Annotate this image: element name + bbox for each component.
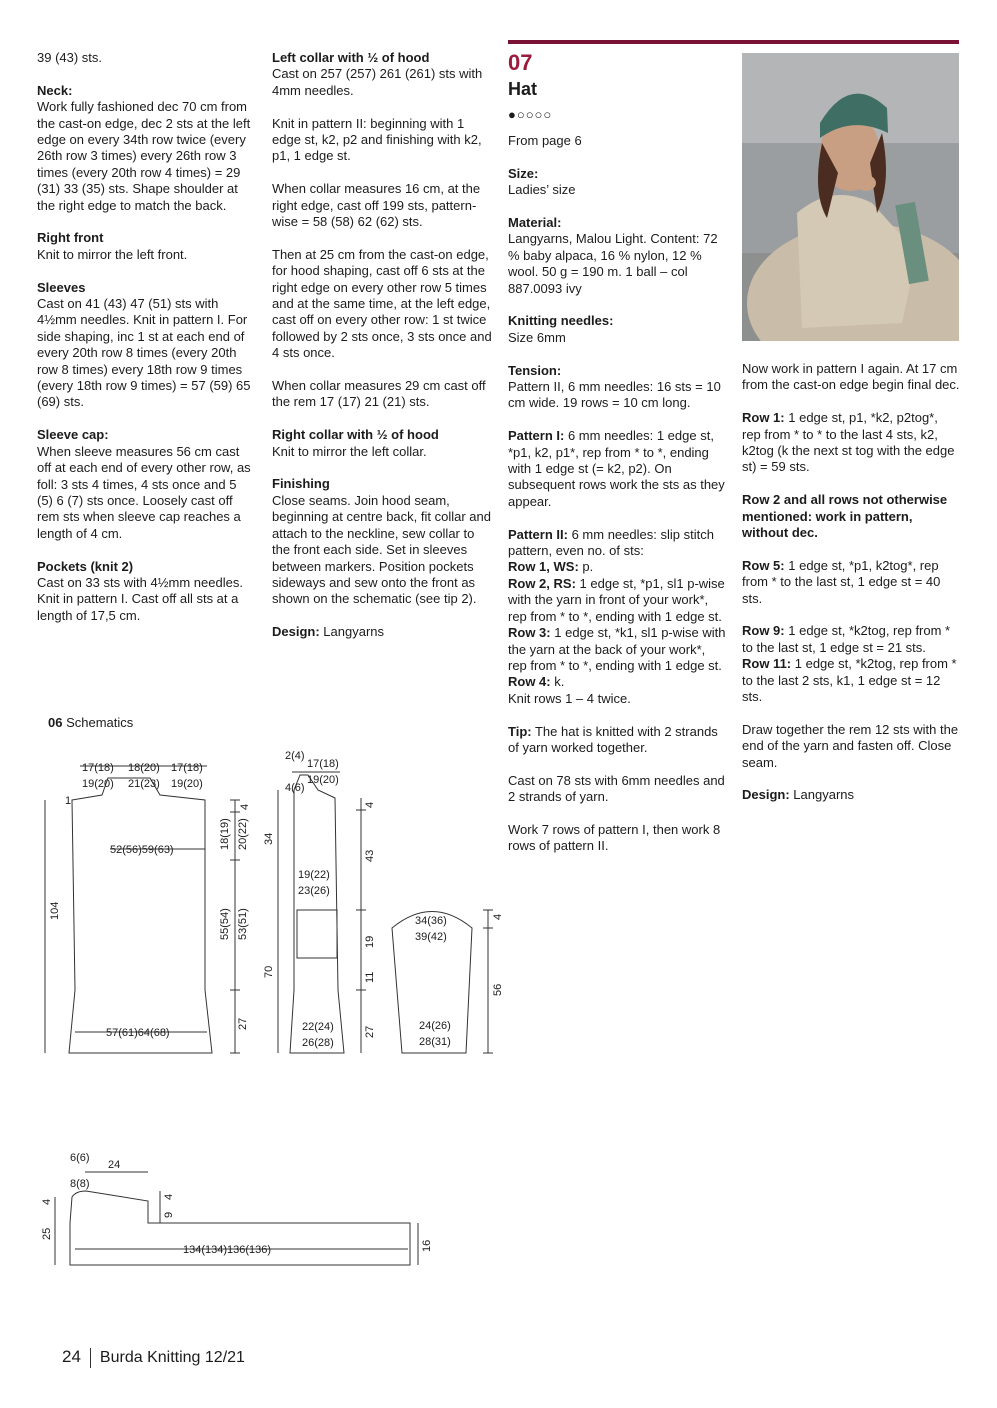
tension-section [508, 363, 726, 412]
row-5-label: Row 5: [742, 557, 785, 573]
back-dim-one: 1 [65, 795, 72, 807]
collar-t2: 24 [108, 1159, 121, 1171]
hat-design-value: Langyarns [793, 787, 855, 803]
front-t1: 2(4) [285, 750, 305, 762]
draw-together-paragraph: Draw together the rem 12 sts with the end of the yarn and fasten off. Close seam. [742, 721, 959, 770]
back-dim-1a: 17(18) [82, 762, 114, 774]
sleeves-heading: Sleeves [37, 279, 86, 295]
front-r4: 11 [364, 971, 376, 983]
front-bot1: 22(24) [302, 1021, 334, 1033]
row-11-label: Row 11: [742, 656, 792, 672]
tip-text: The hat is knitted with 2 strands of yarn worked together. [508, 723, 718, 755]
right-front-section [37, 230, 255, 263]
column-1 [37, 50, 255, 641]
tip-section [508, 724, 726, 757]
pattern-ii-paragraph: Knit in pattern II: beginning with 1 edge st, k2, p2 and finishing with k2, p1, 1 edge st. [272, 115, 482, 164]
row-4-label: Row 4: [508, 674, 551, 690]
finishing-heading: Finishing [272, 476, 330, 492]
back-r1b: 18(19) [219, 818, 231, 850]
tension-text: Pattern II, 6 mm needles: 16 sts = 10 cm wide. 19 rows = 10 cm long. [508, 379, 721, 411]
collar-labels [41, 1152, 433, 1256]
needles-text: Size 6mm [508, 329, 566, 345]
row-9-11-instruction [742, 623, 960, 705]
front-piece-outline [290, 775, 344, 1053]
collar-r1: 16 [421, 1239, 433, 1252]
design-credit [272, 624, 494, 640]
sleeve-cap-section [37, 427, 255, 542]
left-collar-text: Cast on 257 (257) 261 (261) sts with 4mm needles. [272, 66, 483, 98]
size-heading: Size: [508, 165, 539, 181]
sleeves-section [37, 280, 255, 411]
page-footer [62, 1347, 245, 1368]
work-rows-paragraph: Work 7 rows of pattern I, then work 8 rows of pattern II. [508, 821, 721, 854]
row-2-dec-text: Row 2 and all rows not otherwise mentioned: work in pattern, without dec. [742, 492, 948, 541]
right-collar-heading: Right collar with ½ of hood [272, 427, 439, 443]
material-text: Langyarns, Malou Light. Content: 72 % baby alpaca, 16 % nylon, 12 % wool. 50 g = 190 m. 1 ball – col 887.0093 ivy [508, 231, 718, 296]
row-3-label: Row 3: [508, 625, 551, 641]
size-section [508, 166, 726, 199]
back-dim-1b: 19(20) [82, 778, 114, 790]
column-3 [508, 133, 726, 871]
collar-l1: 4 [41, 1198, 53, 1205]
sts-count: 39 (43) sts. [37, 50, 103, 65]
neck-text: Work fully fashioned dec 70 cm from the cast-on edge, dec 2 sts at the left edge on every 34th row twice (every 26th row 3 times) every 26th row 3 times (every 20th row 4 times) = 29 (31) 33 (35) sts. Shape shoulder at the right edge to match the back. [37, 99, 251, 213]
collar-t3: 8(8) [70, 1178, 90, 1190]
sleeve-r2: 56 [492, 983, 504, 996]
pattern-again-paragraph: Now work in pattern I again. At 17 cm from the cast-on edge begin final dec. [742, 361, 960, 393]
issue-number: 12/21 [204, 1349, 245, 1366]
sleeve-b1: 24(26) [419, 1020, 451, 1032]
back-length: 104 [49, 901, 61, 920]
front-t3: 19(20) [307, 774, 339, 786]
back-dim-3b: 19(20) [171, 778, 203, 790]
size-text: Ladies’ size [508, 182, 576, 198]
from-page: From page 6 [508, 133, 582, 148]
right-front-text: Knit to mirror the left front. [37, 246, 188, 262]
pattern-ii-text: 6 mm needles: slip stitch pattern, even no. of sts: [508, 526, 714, 559]
row-5-text: 1 edge st, *p1, k2tog*, rep from * to the last st, 1 edge st = 40 sts. [742, 557, 941, 606]
row-1-label: Row 1, WS: [508, 559, 579, 575]
right-collar-section [272, 427, 494, 460]
neck-heading: Neck: [37, 82, 73, 98]
row-1-instruction [742, 410, 960, 476]
schematics-number: 06 [48, 715, 63, 730]
difficulty-rating: ●○○○○ [508, 107, 553, 122]
collar-29cm-paragraph: When collar measures 29 cm cast off the rem 17 (17) 21 (21) sts. [272, 378, 486, 410]
sleeve-b2: 28(31) [419, 1036, 451, 1048]
left-collar-section [272, 50, 494, 99]
pocket-outline [297, 910, 337, 958]
collar-m1: 4 [163, 1193, 175, 1200]
collar-m2: 9 [163, 1211, 175, 1218]
pockets-heading: Pockets (knit 2) [37, 558, 134, 574]
cast-on-paragraph: Cast on 78 sts with 6mm needles and 2 strands of yarn. [508, 772, 725, 805]
right-collar-text: Knit to mirror the left collar. [272, 443, 427, 459]
back-dim-2a: 18(20) [128, 762, 160, 774]
front-l1: 34 [263, 832, 275, 845]
back-piece-outline [69, 778, 212, 1053]
neck-section [37, 83, 255, 214]
footer-divider [90, 1348, 91, 1368]
front-r1: 4 [364, 801, 376, 808]
pattern-i-heading: Pattern I: [508, 428, 565, 444]
back-r1c: 20(22) [237, 818, 249, 850]
pattern-ii-section [508, 527, 726, 707]
hood-shaping-paragraph: Then at 25 cm from the cast-on edge, for hood shaping, cast off 6 sts at the right edge on every other row 5 times and at the same time, at the left edge, cast off on every other row: 1 st twice followed by 2 sts once, 3 sts once and 4 sts once. [272, 246, 492, 361]
back-r1a: 4 [239, 803, 251, 810]
sleeve-r1: 4 [492, 913, 504, 920]
back-r2a: 55(54) [219, 908, 231, 940]
front-mid2: 23(26) [298, 885, 330, 897]
needles-section [508, 313, 726, 346]
pockets-section [37, 559, 255, 625]
column-4 [742, 361, 960, 820]
rows-repeat: Knit rows 1 – 4 twice. [508, 690, 631, 706]
sleeve-t2: 39(42) [415, 931, 447, 943]
column-2 [272, 50, 494, 657]
row-1-dec-label: Row 1: [742, 410, 785, 426]
finishing-text: Close seams. Join hood seam, beginning at centre back, fit collar and attach to the neckline, sew collar to the front each side. Set in sleeves between markers. Position pockets sideways and sew onto the front as shown on the schematic (see tip 2). [272, 492, 491, 607]
front-r3: 19 [364, 935, 376, 948]
hat-design-credit [742, 787, 960, 803]
collar-l2: 25 [41, 1227, 53, 1240]
back-r2b: 53(51) [237, 908, 249, 940]
magazine-name: Burda Knitting [99, 1349, 201, 1366]
sleeves-text: Cast on 41 (43) 47 (51) sts with 4½mm needles. Knit in pattern I. For side shaping, inc 1 st at each end of every 20th row 8 times (every 20th row 8 times) every 18th row 9 times (every 18th row 9 times) = 57 (59) 65 (69) sts. [37, 296, 251, 410]
front-l2: 70 [263, 965, 275, 978]
material-heading: Material: [508, 215, 562, 230]
pockets-text: Cast on 33 sts with 4½mm needles. Knit in pattern I. Cast off all sts at a length of 17,5 cm. [37, 574, 243, 623]
material-section [508, 215, 726, 297]
back-dim-2b: 21(23) [128, 778, 160, 790]
row-9-label: Row 9: [742, 623, 785, 639]
left-collar-heading: Left collar with ½ of hood [272, 50, 430, 65]
finishing-section [272, 476, 494, 607]
back-bottom: 57(61)64(68) [106, 1027, 170, 1039]
collar-t1: 6(6) [70, 1152, 90, 1164]
row-5-instruction [742, 558, 960, 607]
row-1-text: p. [582, 559, 594, 575]
back-r3: 27 [237, 1017, 249, 1030]
design-value: Langyarns [323, 624, 385, 640]
front-r5: 27 [364, 1025, 376, 1038]
pattern-title: Hat [508, 79, 538, 99]
sleeve-t1: 34(36) [415, 915, 447, 927]
collar-length: 134(134)136(136) [183, 1244, 272, 1256]
row-2-text: 1 edge st, *p1, sl1 p-wise with the yarn in front of your work*, rep from * to *, ending with 1 edge st. [508, 575, 725, 624]
tension-heading: Tension: [508, 362, 562, 378]
back-dim-3a: 17(18) [171, 762, 203, 774]
schematic-diagram [0, 740, 520, 1280]
row-2-label: Row 2, RS: [508, 575, 576, 591]
front-mid1: 19(22) [298, 869, 330, 881]
back-labels [49, 762, 251, 1039]
sleeve-cap-text: When sleeve measures 56 cm cast off at each end of every other row, as foll: 3 sts 4 times, 4 sts once and 5 (5) 6 (7) sts once. Loosely cast off rem sts when sleeve cap reaches a length of 4 cm. [37, 443, 251, 541]
schematics-label [48, 715, 133, 730]
page-number: 24 [62, 1347, 81, 1366]
row-1-dec-text: 1 edge st, p1, *k2, p2tog*, rep from * to * to the last 4 sts, k2, k2tog (k the next st tog with the edge st) = 59 sts. [742, 410, 955, 475]
front-t2: 17(18) [307, 758, 339, 770]
front-bot2: 26(28) [302, 1037, 334, 1049]
pattern-i-section [508, 428, 726, 510]
collar-16cm-paragraph: When collar measures 16 cm, at the right edge, cast off 199 sts, pattern-wise = 58 (58) 62 (62) sts. [272, 181, 481, 230]
pattern-i-text: 6 mm needles: 1 edge st, *p1, k2, p1*, rep from * to *, ending with 1 edge st (= k2, p2). On subsequent rows work the sts as they appear. [508, 428, 725, 509]
row-3-text: 1 edge st, *k1, sl1 p-wise with the yarn at the back of your work*, rep from * to *, ending with 1 edge st. [508, 625, 726, 673]
front-labels [263, 750, 376, 1049]
tip-label: Tip: [508, 723, 532, 739]
sleeve-cap-heading: Sleeve cap: [37, 427, 109, 443]
row-2-instruction [742, 492, 960, 541]
section-rule [508, 40, 959, 44]
row-4-text: k. [554, 674, 565, 690]
schematics-title: Schematics [66, 715, 134, 730]
hat-model-photo [742, 53, 959, 341]
pattern-number: 07 [508, 50, 533, 75]
row-11-text: 1 edge st, *k2tog, rep from * to the last 2 sts, k1, 1 edge st = 12 sts. [742, 656, 957, 705]
needles-heading: Knitting needles: [508, 313, 614, 329]
front-t4: 4(6) [285, 782, 305, 794]
front-r2: 43 [364, 849, 376, 862]
pattern-ii-heading: Pattern II: [508, 526, 568, 542]
hat-design-label: Design: [742, 787, 790, 803]
back-width: 52(56)59(63) [110, 844, 174, 856]
design-label: Design: [272, 624, 320, 640]
sleeve-labels [415, 914, 504, 1048]
row-9-text: 1 edge st, *k2tog, rep from * to the last st, 1 edge st = 21 sts. [742, 623, 951, 655]
right-front-heading: Right front [37, 230, 104, 246]
